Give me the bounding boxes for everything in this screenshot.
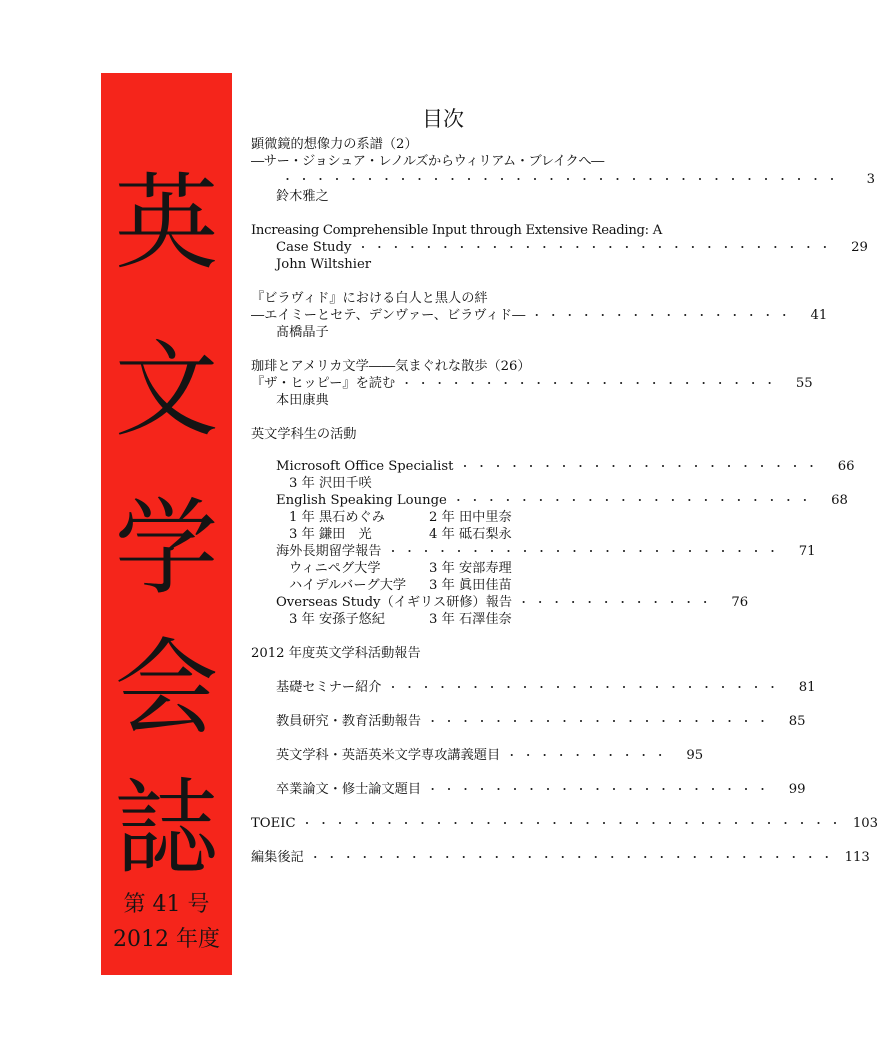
student-item-4[interactable] bbox=[251, 594, 749, 611]
article-4-subtitle: 『ザ・ヒッピー』を読む bbox=[251, 376, 396, 391]
report-item-3-page: 95 bbox=[686, 748, 704, 763]
dot-leader: ・・・・・・・・・・・・・・・・・・・・・ bbox=[427, 715, 774, 728]
dot-leader: ・・・・・・・・・・・・・・・・・・・・・・・・・・・・・ bbox=[357, 241, 836, 254]
dot-leader: ・・・・・・・・・・・・・・・・・・・・・・ bbox=[459, 460, 823, 473]
university-name: ハイデルバーグ大学 bbox=[289, 578, 407, 593]
dot-leader: ・・・・・・・・・・・・・・・・・・・・・・・ bbox=[401, 377, 781, 390]
issue-year: 2012 年度 bbox=[113, 927, 220, 952]
student-item-4-title: Overseas Study（イギリス研修）報告 bbox=[276, 595, 513, 610]
article-2-title: Increasing Comprehensible Input through Extensive Reading: A bbox=[251, 223, 662, 238]
student-item-2-page: 68 bbox=[831, 493, 848, 508]
article-4-page: 55 bbox=[795, 376, 813, 391]
report-item-3[interactable] bbox=[251, 747, 704, 764]
title-char-gaku: 学 bbox=[114, 487, 219, 609]
student-item-2-row-2 bbox=[251, 526, 636, 543]
person-name: 4 年 砥石梨永 bbox=[429, 527, 512, 542]
article-2-pageline[interactable] bbox=[251, 239, 868, 256]
student-item-1-person: 3 年 沢田千咲 bbox=[289, 476, 372, 491]
article-4-title: 珈琲とアメリカ文学――気まぐれな散歩（26） bbox=[251, 359, 531, 374]
student-item-3-row-1 bbox=[251, 560, 636, 577]
dot-leader: ・・・・・・・・・・・・・・・・・・・・・・・・ bbox=[387, 681, 784, 694]
report-item-1-title: 基礎セミナー紹介 bbox=[276, 680, 382, 695]
article-1-subtitle: ―サー・ジョシュア・レノルズからウィリアム・ブレイクへ― bbox=[251, 154, 604, 169]
university-name: ウィニペグ大学 bbox=[289, 561, 381, 576]
dot-leader: ・・・・・・・・・・・・・・・・・・・・・・・・・・・・・・・・・ bbox=[301, 817, 847, 830]
article-3-pageline[interactable] bbox=[251, 307, 828, 324]
person-name: 3 年 安部寿理 bbox=[429, 561, 512, 576]
student-item-3-page: 71 bbox=[798, 544, 816, 559]
dot-leader: ・・・・・・・・・・・・ bbox=[518, 596, 717, 609]
dot-leader: ・・・・・・・・・・・・・・・・・・・・・・・・ bbox=[387, 545, 784, 558]
student-item-1[interactable] bbox=[251, 458, 855, 475]
report-item-3-title: 英文学科・英語英米文学専攻講義題目 bbox=[276, 748, 501, 763]
tail-item-toeic-page: 103 bbox=[852, 816, 878, 831]
article-2-page: 29 bbox=[851, 240, 868, 255]
student-item-4-row-1 bbox=[251, 611, 636, 628]
report-item-4-title: 卒業論文・修士論文題目 bbox=[276, 782, 422, 797]
tail-item-afterword-title: 編集後記 bbox=[251, 850, 304, 865]
report-item-2-page: 85 bbox=[788, 714, 806, 729]
person-name: 3 年 鎌田 光 bbox=[289, 527, 372, 542]
dot-leader: ・・・・・・・・・・・・・・・・ bbox=[531, 309, 796, 322]
student-item-2-row-1 bbox=[251, 509, 636, 526]
student-item-2[interactable] bbox=[251, 492, 848, 509]
person-name: 1 年 黒石めぐみ bbox=[289, 510, 385, 525]
article-2-author: John Wiltshier bbox=[276, 257, 372, 272]
student-item-3-title: 海外長期留学報告 bbox=[276, 544, 382, 559]
article-1-title: 顕微鏡的想像力の系譜（2） bbox=[251, 137, 418, 152]
tail-item-toeic-title: TOEIC bbox=[251, 816, 296, 831]
student-item-3-row-2 bbox=[251, 577, 636, 594]
article-1-pageline[interactable] bbox=[251, 171, 875, 188]
title-char-bun: 文 bbox=[114, 329, 219, 451]
article-3-subtitle: ―エイミーとセテ、デンヴァー、ビラヴィド― bbox=[251, 308, 526, 323]
dot-leader: ・・・・・・・・・・・・・・・・・・・・・・ bbox=[452, 494, 816, 507]
toc-heading: 目次 bbox=[422, 107, 464, 131]
student-item-1-page: 66 bbox=[837, 459, 855, 474]
report-item-1-page: 81 bbox=[798, 680, 816, 695]
title-char-ei: 英 bbox=[114, 162, 219, 284]
tail-item-afterword[interactable] bbox=[251, 849, 870, 866]
report-item-2[interactable] bbox=[251, 713, 806, 730]
report-item-1[interactable] bbox=[251, 679, 816, 696]
report-item-4[interactable] bbox=[251, 781, 806, 798]
person-name: 3 年 眞田佳苗 bbox=[429, 578, 512, 593]
tail-item-toeic[interactable] bbox=[251, 815, 878, 832]
tail-item-afterword-page: 113 bbox=[844, 850, 870, 865]
student-item-1-title: Microsoft Office Specialist bbox=[276, 459, 454, 474]
person-name: 2 年 田中里奈 bbox=[429, 510, 512, 525]
student-item-3[interactable] bbox=[251, 543, 816, 560]
issue-number: 第 41 号 bbox=[123, 892, 210, 917]
article-2-subtitle: Case Study bbox=[276, 240, 352, 255]
title-char-kai: 会 bbox=[114, 627, 219, 749]
person-name: 3 年 石澤佳奈 bbox=[429, 612, 512, 627]
person-name: 3 年 安孫子悠紀 bbox=[289, 612, 385, 627]
article-4-pageline[interactable] bbox=[251, 375, 813, 392]
report-section-heading: 2012 年度英文学科活動報告 bbox=[251, 646, 421, 661]
article-3-title: 『ビラヴィド』における白人と黒人の絆 bbox=[251, 291, 488, 306]
dot-leader: ・・・・・・・・・・・・・・・・・・・・・・・・・・・・・・・・ bbox=[309, 851, 838, 864]
student-item-4-page: 76 bbox=[731, 595, 749, 610]
article-4-author: 本田康典 bbox=[276, 393, 329, 408]
title-char-shi: 誌 bbox=[114, 767, 219, 889]
report-item-4-page: 99 bbox=[788, 782, 806, 797]
report-item-2-title: 教員研究・教育活動報告 bbox=[276, 714, 422, 729]
cover-band bbox=[101, 73, 232, 975]
student-item-2-title: English Speaking Lounge bbox=[276, 493, 447, 508]
dot-leader: ・・・・・・・・・・ bbox=[506, 749, 672, 762]
article-1-author: 鈴木雅之 bbox=[276, 189, 329, 204]
article-3-author: 髙橋晶子 bbox=[276, 325, 329, 340]
student-section-heading: 英文学科生の活動 bbox=[251, 427, 357, 442]
article-1-page: 3 bbox=[866, 172, 875, 187]
dot-leader: ・・・・・・・・・・・・・・・・・・・・・・・・・・・・・・・・・・ bbox=[282, 173, 843, 186]
dot-leader: ・・・・・・・・・・・・・・・・・・・・・ bbox=[427, 783, 774, 796]
article-3-page: 41 bbox=[810, 308, 828, 323]
